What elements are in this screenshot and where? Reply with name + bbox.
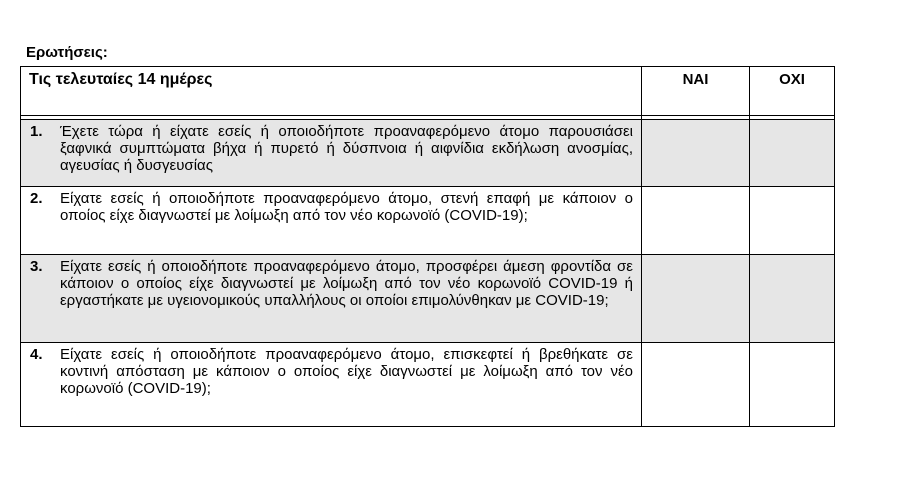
answer-yes-cell-4[interactable] <box>642 343 750 427</box>
question-cell <box>21 343 642 427</box>
question-cell <box>21 120 642 187</box>
question-cell <box>21 187 642 255</box>
questions-heading: Ερωτήσεις: <box>26 44 108 61</box>
question-number: 4. <box>30 346 43 363</box>
no-column-header: ΟΧΙ <box>750 67 835 116</box>
question-text: Είχατε εσείς ή οποιοδήποτε προαναφερόμενο άτομο, επισκεφτεί ή βρεθήκατε σε κοντινή απόσταση με κάποιον ο οποίος είχε διαγνωστεί με λοίμωξη από τον νέο κορωνοϊό (COVID-19); <box>60 346 633 397</box>
answer-no-cell-4[interactable] <box>750 343 835 427</box>
question-text: Είχατε εσείς ή οποιοδήποτε προαναφερόμενο άτομο, προσφέρει άμεση φροντίδα σε κάποιον ο οποίος είχε διαγνωστεί με λοίμωξη από τον νέο κορωνοϊό COVID-19 ή εργαστήκατε με υγειονομικούς υπαλλήλους οι οποίοι επιμολύνθηκαν με COVID-19; <box>60 258 633 309</box>
answer-yes-cell-3[interactable] <box>642 255 750 343</box>
answer-no-cell-1[interactable] <box>750 120 835 187</box>
yes-column-header: ΝΑΙ <box>642 67 750 116</box>
question-row-3 <box>21 255 835 343</box>
question-cell <box>21 255 642 343</box>
answer-yes-cell-1[interactable] <box>642 120 750 187</box>
question-row-1 <box>21 120 835 187</box>
questions-table <box>20 66 835 427</box>
table-header-row <box>21 67 835 116</box>
question-text: Έχετε τώρα ή είχατε εσείς ή οποιοδήποτε προαναφερόμενο άτομο παρουσιάσει ξαφνικά συμπτώματα βήχα ή πυρετό ή δύσπνοια ή αιφνίδια εκδήλωση ανοσμίας, αγευσίας ή δυσγευσίας <box>60 123 633 174</box>
question-text: Είχατε εσείς ή οποιοδήποτε προαναφερόμενο άτομο, στενή επαφή με κάποιον ο οποίος είχε διαγνωστεί με λοίμωξη από τον νέο κορωνοϊό (COVID-19); <box>60 190 633 224</box>
question-row-4 <box>21 343 835 427</box>
question-number: 2. <box>30 190 43 207</box>
question-number: 1. <box>30 123 43 140</box>
question-number: 3. <box>30 258 43 275</box>
period-label: Τις τελευταίες 14 ημέρες <box>21 67 642 116</box>
answer-yes-cell-2[interactable] <box>642 187 750 255</box>
answer-no-cell-2[interactable] <box>750 187 835 255</box>
answer-no-cell-3[interactable] <box>750 255 835 343</box>
question-row-2 <box>21 187 835 255</box>
